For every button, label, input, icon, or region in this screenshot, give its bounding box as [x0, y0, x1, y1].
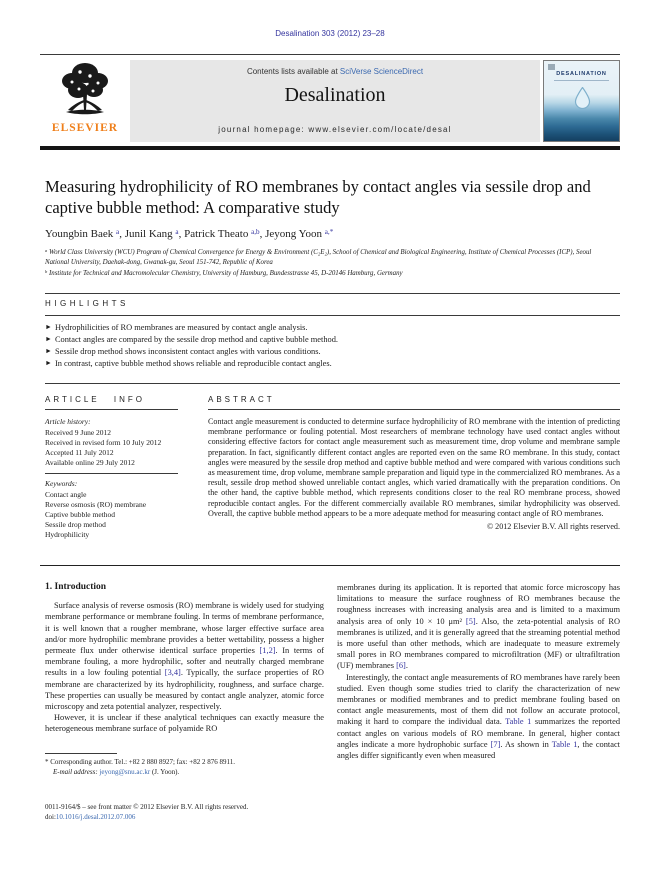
doi-line: doi:10.1016/j.desal.2012.07.006	[45, 812, 136, 821]
affiliation-a: $^a$ World Class University (WCU) Program of Chemical Convergence for Energy & Environment (C₂E₂), School of Chemical and Biological Engineering, Institute of Chemical Processes (ICP), Seoul National University, Daehak-dong, Gwanak-gu, Seoul 151-742, Republic of Korea	[45, 247, 592, 267]
cover-title: DESALINATION	[556, 71, 607, 77]
highlight-item-text: Sessile drop method shows inconsistent contact angles with various conditions.	[54, 347, 321, 356]
keyword-item	[45, 510, 195, 520]
header-black-bar	[40, 146, 620, 150]
inline-link[interactable]: SciVerse ScienceDirect	[339, 67, 424, 76]
elsevier-wordmark: ELSEVIER	[51, 122, 119, 134]
highlights-list	[45, 322, 620, 370]
cover-subtitle-rule	[554, 80, 609, 81]
journal-citation: Desalination 303 (2012) 23–28	[275, 29, 385, 38]
keyword-item	[45, 520, 195, 530]
intro-paragraph-2: However, it is unclear if these analytical techniques can exactly measure the heterogeneous membrane surface of polyamide RO	[45, 713, 324, 734]
affiliations	[45, 248, 617, 279]
body-left-column	[45, 582, 324, 735]
history-item	[45, 448, 195, 458]
footnote	[45, 758, 325, 777]
journal-cover[interactable]	[543, 60, 620, 142]
intro-paragraph-4: Interestingly, the contact angle measurements of RO membranes have rarely been studied. Even though some studies tried to clarify the characterization of new membranes or modified membranes and to predict membrane fouling based on contact angle measurements, most of them did not follow an accurate protocol, making it hard to compare the individual data. Table 1 summarizes the reported contact angles on various models of RO membrane. In general, higher contact angles indicate a more hydrophobic surface [7]. As shown in Table 1, the contact angles differ significantly even when measured	[337, 672, 621, 761]
journal-banner	[130, 60, 540, 142]
inline-link[interactable]: [7]	[490, 739, 501, 749]
issn-line: 0011-9164/$ – see front matter © 2012 Elsevier B.V. All rights reserved.	[45, 803, 249, 811]
inline-link[interactable]: Table 1	[551, 739, 578, 749]
keyword-item-text: Contact angle	[45, 490, 87, 499]
article-info-heading: ARTICLE INFO	[45, 395, 145, 404]
highlights-rule-mid	[45, 315, 620, 316]
history-item	[45, 428, 195, 438]
inline-link[interactable]: [6]	[396, 661, 406, 671]
bullet-arrow-icon: ►	[45, 335, 52, 343]
abstract-column	[208, 417, 620, 532]
inline-link[interactable]: [3,4]	[164, 668, 181, 678]
journal-title[interactable]: Desalination	[284, 84, 386, 106]
bullet-arrow-icon: ►	[45, 347, 52, 355]
authors-line: Youngbin Baek $^a$, Junil Kang $^a$, Patrick Theato $^{a,b}$, Jeyong Yoon $^{a,*}$	[45, 227, 334, 240]
inline-link[interactable]: a,b	[251, 227, 260, 236]
contents-line: Contents lists available at SciVerse ScienceDirect	[246, 67, 424, 76]
intro-paragraph-1: Surface analysis of reverse osmosis (RO) membrane is widely used for studying membrane performance or membrane fouling. In terms of membrane performance, it is well known that a rougher membrane, whose larger effective surface area and/or more hydrophilic membrane provides a better wettability, possess a higher permeate flux under otherwise identical surface properties [1,2]. In terms of membrane fouling, a more hydrophilic, softer and neutrally charged membrane results in a low fouling potential [3,4]. Typically, the surface properties of RO membrane are characterized by its hydrophilicity, roughness, and surface charge. These properties can usually be measured by contact angle analyzer, atomic force microscopy and zeta potential analyzer, respectively.	[45, 601, 324, 712]
copyright-line: © 2012 Elsevier B.V. All rights reserved.	[486, 522, 620, 532]
bullet-arrow-icon: ►	[45, 323, 52, 331]
highlight-item-text: In contrast, captive bubble method shows reliable and reproducible contact angles.	[54, 359, 332, 368]
abstract-heading: ABSTRACT	[208, 395, 275, 404]
journal-homepage-line[interactable]: journal homepage: www.elsevier.com/locate/desal	[218, 125, 452, 134]
history-item-text: Available online 29 July 2012	[45, 458, 135, 467]
inline-link[interactable]: Table 1	[505, 717, 532, 727]
article-info-divider	[45, 473, 178, 474]
email-line: E-mail address: jeyong@snu.ac.kr (J. Yoon).	[53, 767, 180, 776]
inline-link[interactable]: jeyong@snu.ac.kr	[99, 767, 151, 776]
section-heading-introduction: 1. Introduction	[45, 582, 107, 592]
history-item-text: Received in revised form 10 July 2012	[45, 438, 162, 447]
footnote-rule	[45, 753, 117, 754]
intro-paragraph-3: membranes during its application. It is reported that atomic force microscopy has limitations to measure the surface roughness of RO membranes because the roughness increases with increasing analysis area and is limited to a maximum analysis area of only 10 × 10 μm² [5]. Also, the zeta-potential analysis of RO membranes is utilized, and it is generally agreed that the streaming potential method is more useful than other methods, which are inadequate to measure extremely small pores in RO membranes compared to microfiltration (MF) or ultrafiltration (UF) membranes [6].	[337, 583, 620, 671]
inline-link[interactable]: a,*	[324, 227, 334, 236]
keyword-item	[45, 530, 195, 540]
water-droplet-icon	[574, 87, 591, 114]
inline-link[interactable]: [5]	[465, 616, 476, 626]
keyword-item-text: Hydrophilicity	[45, 530, 90, 539]
highlights-rule-top	[45, 293, 620, 294]
section-divider-rule	[40, 565, 620, 566]
abstract-rule	[208, 409, 620, 410]
footer	[45, 803, 345, 822]
history-item-text: Accepted 11 July 2012	[45, 448, 114, 457]
keyword-item	[45, 490, 195, 500]
keyword-item	[45, 500, 195, 510]
affiliation-b: $^b$ Institute for Technical and Macromolecular Chemistry, University of Hamburg, Bundesstrasse 45, D-20146 Hamburg, Germany	[45, 268, 403, 277]
history-item	[45, 438, 195, 448]
highlight-item-text: Hydrophilicities of RO membranes are measured by contact angle analysis.	[54, 323, 308, 332]
article-info-rule	[45, 409, 178, 410]
keyword-item-text: Sessile drop method	[45, 520, 106, 529]
article-history-list	[45, 428, 195, 468]
elsevier-tree-icon	[54, 60, 116, 116]
history-item	[45, 458, 195, 468]
inline-link[interactable]: a	[175, 227, 179, 236]
paper-title: Measuring hydrophilicity of RO membranes by contact angles via sessile drop and captive bubble method: A comparative study	[45, 177, 591, 218]
abstract-text: Contact angle measurement is conducted to determine surface hydrophilicity of RO membrane with the intention of predicting membrane performance or fouling potential. Most researchers of membrane technology have used contact angles without considering effective factors for contact angle measurement such as measurement time, drop volume and membrane sample preparation. In fact, significantly different contact angles are reported even on the same RO membrane. In this study, contact angles were measured by the sessile drop method and captive bubble method and were compared with various conditions such as measurement time, drop volume, membrane sample preparation and liquid type in the commercialized RO membranes. As a result, sessile drop method showed unreliable contact angles, which varied dramatically with the preparation conditions. On the other hand, the captive bubble method, which represents conditions closer to the real RO membrane process, showed reproducible contact angles. For the different commercially available RO membranes, similar hydrophilicity was observed. Overall, the captive bubble method appears to be a more adequate method for measuring contact angle of RO membranes.	[208, 417, 620, 518]
keywords-label: Keywords:	[45, 479, 78, 488]
inline-link[interactable]: a	[116, 227, 120, 236]
highlights-heading: HIGHLIGHTS	[45, 299, 129, 308]
inline-link[interactable]: [1,2]	[259, 646, 276, 656]
history-item-text: Received 9 June 2012	[45, 428, 112, 437]
highlights-rule-bottom	[45, 383, 620, 384]
keyword-item-text: Captive bubble method	[45, 510, 115, 519]
highlight-item	[45, 322, 620, 334]
inline-link[interactable]: 10.1016/j.desal.2012.07.006	[55, 812, 136, 821]
body-right-column	[337, 582, 620, 761]
highlight-item-text: Contact angles are compared by the sessile drop method and captive bubble method.	[54, 335, 338, 344]
keyword-item-text: Reverse osmosis (RO) membrane	[45, 500, 147, 509]
article-info-column	[45, 417, 195, 540]
elsevier-logo[interactable]	[42, 60, 128, 142]
highlight-item	[45, 358, 620, 370]
header-top-rule	[40, 54, 620, 55]
highlight-item	[45, 346, 620, 358]
cover-publisher-mark-icon	[548, 64, 555, 70]
bullet-arrow-icon: ►	[45, 359, 52, 367]
highlight-item	[45, 334, 620, 346]
keywords-list	[45, 490, 195, 540]
article-history-label: Article history:	[45, 417, 91, 426]
corresponding-author-note: * Corresponding author. Tel.: +82 2 880 8927; fax: +82 2 876 8911.	[45, 758, 235, 766]
